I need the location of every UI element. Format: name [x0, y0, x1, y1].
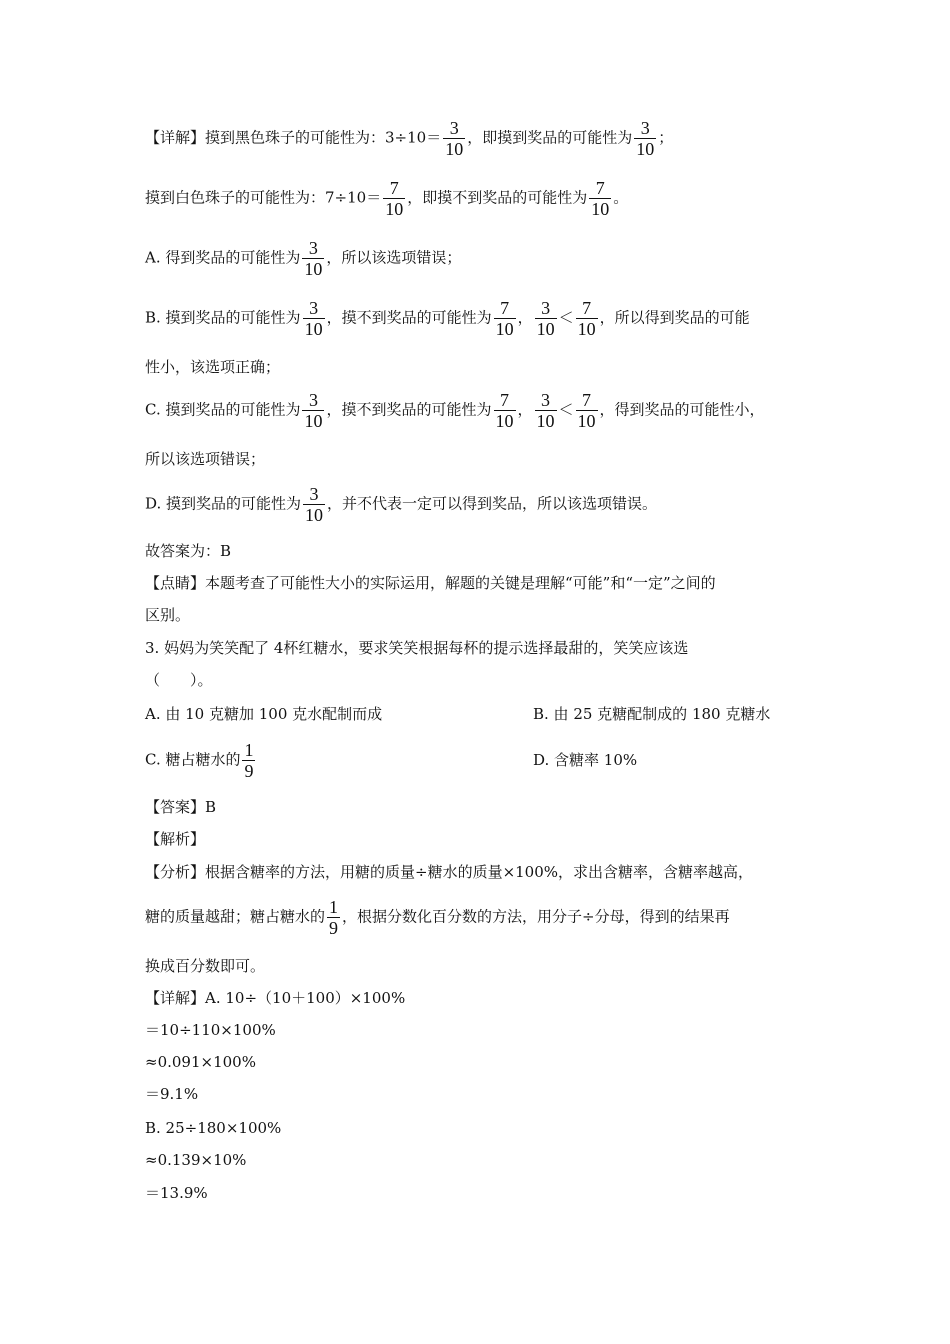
fraction: $\frac{3}{10}$	[445, 118, 464, 159]
question-3-blank: （ ）。	[145, 671, 213, 689]
choice-a: A. 由 10 克糖加 100 克水配制而成	[145, 705, 383, 723]
fraction: $\frac{3}{10}$	[304, 238, 323, 279]
fraction: $\frac{7}{10}$	[577, 390, 596, 431]
fraction: $\frac{7}{10}$	[577, 298, 596, 339]
fraction: $\frac{7}{10}$	[385, 178, 404, 219]
detail-white-bead: 摸到白色珠子的可能性为：7÷10＝ $\frac{7}{10}$ ，即摸不到奖品的可能性为 $\frac{7}{10}$ 。	[145, 178, 629, 219]
analysis-heading: 【解析】	[145, 830, 206, 848]
detail-black-bead: 【详解】摸到黑色珠子的可能性为：3÷10＝ $\frac{3}{10}$ ，即摸到奖品的可能性为 $\frac{3}{10}$ ；	[145, 118, 674, 159]
option-b-continuation: 性小，该选项正确；	[145, 358, 281, 376]
analysis-line-1: 【分析】根据含糖率的方法，用糖的质量÷糖水的质量×100%，求出含糖率，含糖率越高，	[145, 863, 754, 881]
option-a-explanation: A. 得到奖品的可能性为 $\frac{3}{10}$ ，所以该选项错误；	[145, 238, 462, 279]
calc-line: ＝10÷110×100%	[145, 1021, 276, 1039]
calc-line: ＝13.9%	[145, 1184, 208, 1202]
calc-line: ≈0.139×10%	[145, 1151, 247, 1169]
option-d-explanation: D. 摸到奖品的可能性为 $\frac{3}{10}$ ，并不代表一定可以得到奖品，所以该选项错误。	[145, 484, 658, 525]
calc-line: ＝9.1%	[145, 1085, 199, 1103]
fraction: $\frac{7}{10}$	[495, 298, 514, 339]
choice-b: B. 由 25 克糖配制成的 180 克糖水	[533, 705, 771, 723]
fraction: $\frac{3}{10}$	[536, 390, 555, 431]
fraction: $\frac{1}{9}$	[244, 740, 254, 781]
option-c-explanation: C. 摸到奖品的可能性为 $\frac{3}{10}$ ，摸不到奖品的可能性为 $\frac{7}{10}$ ， $\frac{3}{10}$ ＜ $\frac{7}{10}$ ，得到奖品的可能性小，	[145, 390, 765, 431]
option-c-continuation: 所以该选项错误；	[145, 450, 266, 468]
calc-line: 【详解】A. 10÷（10＋100）×100%	[145, 989, 406, 1007]
comment-line-1: 【点睛】本题考查了可能性大小的实际运用，解题的关键是理解“可能”和“一定”之间的	[145, 574, 716, 592]
fraction: $\frac{3}{10}$	[536, 298, 555, 339]
calc-line: ≈0.091×100%	[145, 1053, 256, 1071]
choice-d: D. 含糖率 10%	[533, 751, 638, 769]
question-3-text: 3. 妈妈为笑笑配了 4杯红糖水，要求笑笑根据每杯的提示选择最甜的，笑笑应该选	[145, 639, 689, 657]
calc-line: B. 25÷180×100%	[145, 1119, 282, 1137]
comment-line-2: 区别。	[145, 606, 191, 624]
analysis-line-2: 糖的质量越甜；糖占糖水的 $\frac{1}{9}$ ，根据分数化百分数的方法，用分子÷分母，得到的结果再	[145, 897, 730, 938]
option-b-explanation: B. 摸到奖品的可能性为 $\frac{3}{10}$ ，摸不到奖品的可能性为 $\frac{7}{10}$ ， $\frac{3}{10}$ ＜ $\frac{7}{10}$ ，所以得到奖品的可能	[145, 298, 750, 339]
fraction: $\frac{3}{10}$	[304, 390, 323, 431]
previous-answer: 故答案为：B	[145, 542, 232, 560]
fraction: $\frac{7}{10}$	[591, 178, 610, 219]
fraction: $\frac{3}{10}$	[305, 484, 324, 525]
fraction: $\frac{7}{10}$	[495, 390, 514, 431]
answer: 【答案】B	[145, 798, 217, 816]
choice-c: C. 糖占糖水的 $\frac{1}{9}$	[145, 740, 254, 781]
fraction: $\frac{3}{10}$	[304, 298, 323, 339]
analysis-line-3: 换成百分数即可。	[145, 957, 266, 975]
fraction: $\frac{3}{10}$	[636, 118, 655, 159]
fraction: $\frac{1}{9}$	[329, 897, 339, 938]
